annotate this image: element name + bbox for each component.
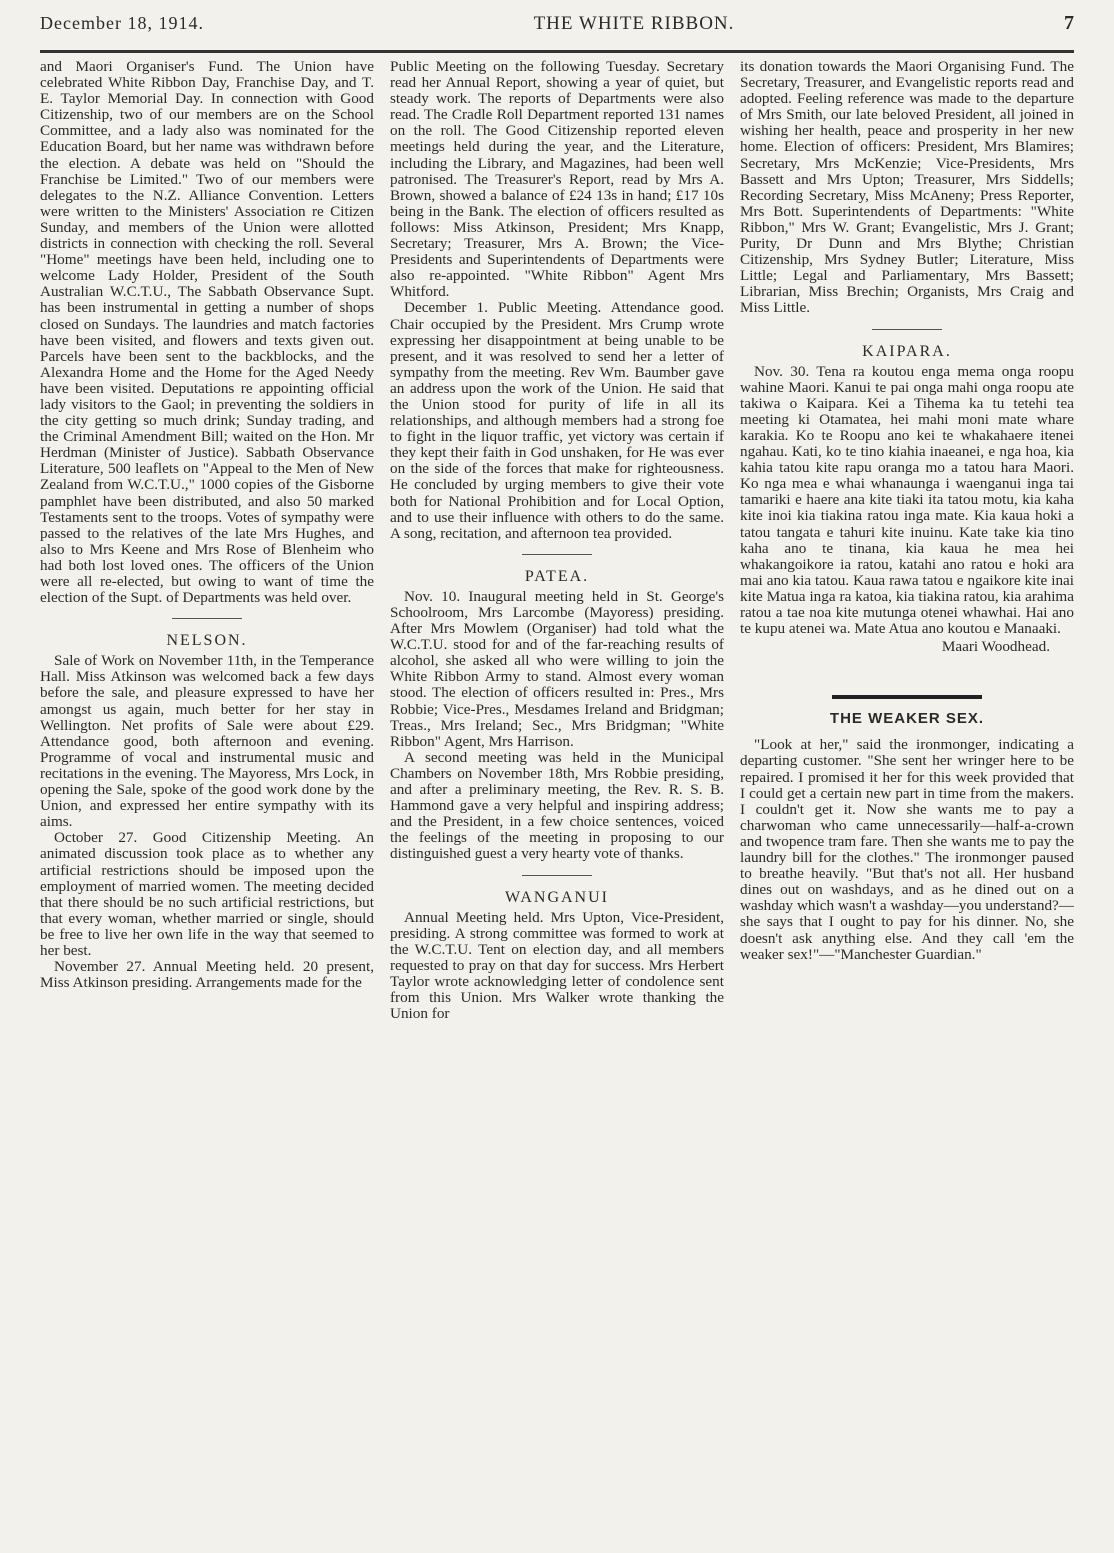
section-divider <box>522 554 592 555</box>
section-divider <box>872 329 942 330</box>
section-heading-wanganui: WANGANUI <box>505 888 609 906</box>
paragraph: December 1. Public Meeting. Attendance good. Chair occupied by the President. Mrs Crump wrote expressing her disappointment at being unable to be present, and it was resolved to send her a letter of sympathy from the meeting. Rev Wm. Baumber gave an address upon the work of the Union. He said that the Union stood for purity of life in all its relationships, and although members had a strong foe to fight in the liquor traffic, yet victory was certain if they kept their faith in God unshaken, for He was ever on the side of the forces that make for righteousness. He concluded by urging members to give their vote both for National Prohibition and for Local Option, and to use their influence with others to do the same. A song, recitation, and afternoon tea provided. <box>390 299 724 542</box>
paragraph: and Maori Organiser's Fund. The Union have celebrated White Ribbon Day, Franchise Day, and T. E. Taylor Memorial Day. In connection with Good Citizenship, two of our members are on the School Committee, and a lady also was nominated for the Education Board, but her name was withdrawn before the election. A debate was held on "Should the Franchise be Limited." Two of our members were delegates to the N.Z. Alliance Convention. Letters were written to the Ministers' Association re Citizen Sunday, and members of the Union were allotted districts in connection with checking the roll. Several "Home" meetings have been held, including one to welcome Lady Holder, President of the South Australian W.C.T.U., The Sabbath Observance Supt. has been instrumental in getting a number of shops closed on Sundays. The laundries and match factories have been visited, and flowers and texts given out. Parcels have been sent to the backblocks, and the Alexandra Home and the Home for the Aged Needy have been visited. Deputations re appointing official lady visitors to the Gaol; in preventing the soldiers in the city getting so much drink; Sunday trading, and the Criminal Amendment Bill; waited on the Hon. Mr Herdman (Minister of Justice). Sabbath Observance Literature, 500 leaflets on "Appeal to the Men of New Zealand from W.C.T.U.," 1000 copies of the Gisborne pamphlet have been distributed, and also 50 marked Testaments sent to the troops. Votes of sympathy were passed to the relatives of the late Mrs Hughes, and also to Mrs Keene and Mrs Rose of Blenheim who had both lost loved ones. The officers of the Union were all re-elected, but owing to want of time the election of the Supt. of Departments was held over. <box>40 59 374 607</box>
column-3 <box>740 59 1074 1539</box>
section-divider <box>522 875 592 876</box>
article-heading-weaker-sex: THE WEAKER SEX. <box>829 710 985 728</box>
section-heading-kaipara: KAIPARA. <box>862 342 952 360</box>
paragraph: Nov. 10. Inaugural meeting held in St. George's Schoolroom, Mrs Larcombe (Mayoress) presiding. After Mrs Mowlem (Organiser) had told what the W.C.T.U. stood for and of the far-reaching results of alcohol, she asked all who were willing to join the White Ribbon Army to stand. Almost every woman stood. The election of officers resulted in: Pres., Mrs Robbie; Vice-Pres., Mesdames Ireland and Bridgman; Treas., Mrs Ireland; Sec., Mrs Bridgman; "White Ribbon" Agent, Mrs Harrison. <box>390 587 724 750</box>
issue-date: December 18, 1914. <box>40 13 204 33</box>
paragraph: A second meeting was held in the Municipal Chambers on November 18th, Mrs Robbie presiding, and after a preliminary meeting, the Rev. R. S. B. Hammond gave a very helpful and inspiring address; and the President, in a few choice sentences, voiced the feelings of the meeting in proposing to our distinguished guest a very hearty vote of thanks. <box>390 748 724 863</box>
paragraph: Nov. 30. Tena ra koutou enga mema onga roopu wahine Maori. Kanui te pai onga mahi onga roopu ate takiwa o Kaipara. Kei a Tihema ka tu tetehi tea meeting ki Otamatea, hei mahi moni mate whare karakia. Ko te Roopu ano kei te whakahaere itenei ngahau. Kati, ko te tino kiahia inaeanei, e nga hoa, kia kahia tatou kite rapu oranga mo a tatou hara Maori. Ko nga mea e whai whanaunga i waenganui inga tai tamariki e haere ana kite tiaki ita tatou motu, kia kaha kite inoi kia tiakina ratou inga mate. Kia kaua hoki a tatou tangata e tahuri kite inuinu. Kate take kia tino kaha ano te tinana, kia kaua he mea hei whakangoikore ia ratou, katahi ano ratou e hoki ara mai ano kia tatou. Kaua rawa tatou e ngaikore kite inai kite Matua inga ra katoa, kia tiakina ratou, kia arahima ratou a tae noa kite mutunga otenei whawhai. Hai ano te kupu atenei wa. Mate Atua ano koutou e Manaaki. <box>740 362 1074 638</box>
paragraph: October 27. Good Citizenship Meeting. An animated discussion took place as to whether any artificial restrictions should be imposed upon the employment of married women. The meeting decided that there should be no such artificial restrictions, but that every woman, whether married or single, should be free to live her own life in the way that seemed to her best. <box>40 829 374 959</box>
paragraph: its donation towards the Maori Organising Fund. The Secretary, Treasurer, and Evangelistic reports read and adopted. Feeling reference was made to the departure of Mrs Smith, our late beloved President, all joined in wishing her health, peace and prosperity in her new home. Election of officers: President, Mrs Blamires; Secretary, Mrs McKenzie; Vice-Presidents, Mrs Bassett and Mrs Upton; Treasurer, Mrs Siddells; Recording Secretary, Miss McAneny; Press Reporter, Mrs Bott. Superintendents of Departments: "White Ribbon," Mrs W. Grant; Evangelistic, Mrs J. Grant; Purity, Dr Dunn and Mrs Blythe; Christian Citizenship, Mrs Sydney Butler; Literature, Miss Little; Legal and Parliamentary, Mrs Bassett; Librarian, Miss Brechin; Organists, Mrs Craig and Miss Little. <box>740 59 1074 317</box>
page-header <box>40 12 1074 50</box>
section-divider <box>172 618 242 619</box>
masthead: THE WHITE RIBBON. <box>533 13 735 34</box>
page-number: 7 <box>1064 12 1074 34</box>
section-heading-patea: PATEA. <box>524 567 590 585</box>
column-1 <box>40 59 374 1539</box>
article-divider <box>832 695 982 699</box>
paragraph: "Look at her," said the ironmonger, indicating a departing customer. "She sent her wringer here to be repaired. I promised it her for this week provided that I could get a certain new part in time from the makers. I couldn't get it. Now she wants me to pay a charwoman who came unnecessarily—half-a-crown and twopence tram fare. Then she wants me to pay the laundry bill for the clothes." The ironmonger paused to breathe heavily. "But that's not all. Her husband dines out on washdays, and as he dined out on a washday which wasn't a washday—you understand?—she says that I ought to pay for his dinner. No, she doesn't ask anything else. And they call 'em the weaker sex!"—"Manchester Guardian." <box>740 736 1074 963</box>
paragraph: Sale of Work on November 11th, in the Temperance Hall. Miss Atkinson was welcomed back a few days before the sale, and pleasure expressed to have her amongst us again, much better for her stay in Wellington. Net profits of Sale were about £29. Attendance good, both afternoon and evening. Programme of vocal and instrumental music and recitations in the evening. The Mayoress, Mrs Lock, in opening the Sale, spoke of the good work done by the Union, and expressed her entire sympathy with its aims. <box>40 652 374 831</box>
paragraph: Public Meeting on the following Tuesday. Secretary read her Annual Report, showing a year of quiet, but steady work. The reports of Departments were also read. The Cradle Roll Department reported 131 names on the roll. The Good Citizenship reported eleven meetings held during the year, and the Literature, including the Library, and Magazines, had been well patronised. The Treasurer's Report, read by Mrs A. Brown, showed a balance of £24 13s in hand; £17 10s being in the Bank. The election of officers resulted as follows: Miss Atkinson, President; Mrs Knapp, Secretary; Treasurer, Mrs A. Brown; the Vice-Presidents and Superintendents of Departments were also re-appointed. "White Ribbon" Agent Mrs Whitford. <box>390 59 724 301</box>
paragraph: Annual Meeting held. Mrs Upton, Vice-President, presiding. A strong committee was formed to work at the W.C.T.U. Tent on election day, and all members requested to pray on that day for success. Mrs Herbert Taylor wrote acknowledging letter of condolence sent from this Union. Mrs Walker wrote thanking the Union for <box>390 908 724 1023</box>
section-heading-nelson: NELSON. <box>166 632 248 650</box>
signature: Maari Woodhead. <box>941 638 1050 656</box>
column-2 <box>390 59 724 1539</box>
paragraph: November 27. Annual Meeting held. 20 present, Miss Atkinson presiding. Arrangements made for the <box>40 958 374 992</box>
header-rule <box>40 50 1074 53</box>
text-columns <box>40 59 1074 1539</box>
